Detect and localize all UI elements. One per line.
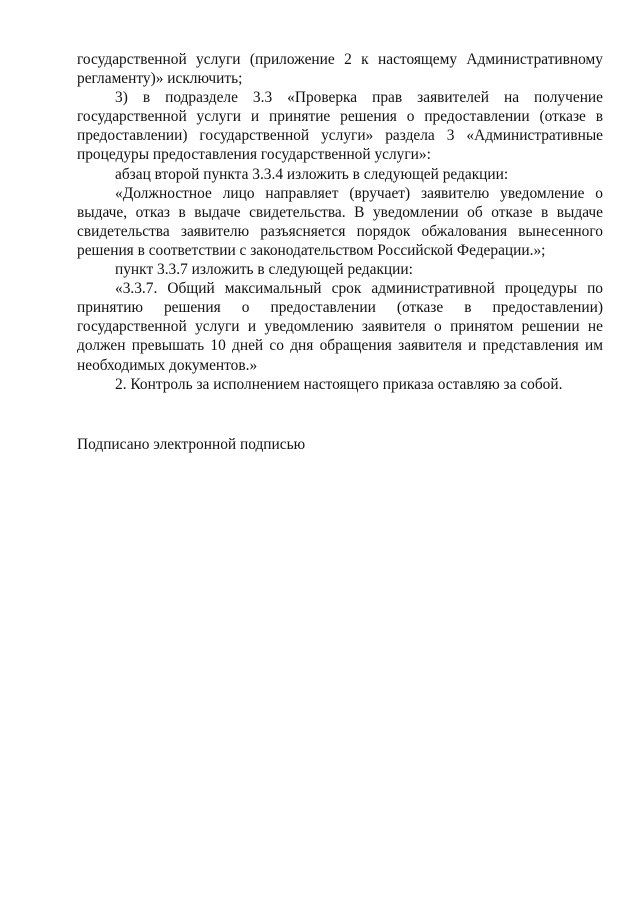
paragraph-continuation: государственной услуги (приложение 2 к настоящему Административному регламенту)» исключить; (77, 51, 603, 88)
paragraph-control: 2. Контроль за исполнением настоящего приказа оставляю за собой. (115, 375, 563, 393)
signature-line: Подписано электронной подписью (77, 435, 306, 453)
paragraph-abzac-3-3-4: абзац второй пункта 3.3.4 изложить в следующей редакции: (115, 165, 509, 183)
paragraph-quote-3-3-4: «Должностное лицо направляет (вручает) заявителю уведомление о выдаче, отказ в выдаче свидетельства. В уведомлении об отказе в выдаче свидетельства заявителю разъясняется порядок обжалования вынесенного решения в соответствии с законодательством Российской Федерации.»; (77, 184, 603, 259)
paragraph-quote-3-3-7: «3.3.7. Общий максимальный срок административной процедуры по принятию решения о предоставлении (отказе в предоставлении) государственной услуги и уведомлению заявителя о принятом решении не должен превышать 10 дней со дня обращения заявителя и представления им необходимых документов.» (77, 280, 603, 374)
document-page (77, 50, 603, 454)
paragraph-punkt-3-3-7: пункт 3.3.7 изложить в следующей редакции: (115, 261, 413, 279)
paragraph-item-3: 3) в подразделе 3.3 «Проверка прав заявителей на получение государственной услуги и принятие решения о предоставлении (отказе в предоставлении) государственной услуги» раздела 3 «Административные процедуры предоставления государственной услуги»: (77, 89, 603, 164)
